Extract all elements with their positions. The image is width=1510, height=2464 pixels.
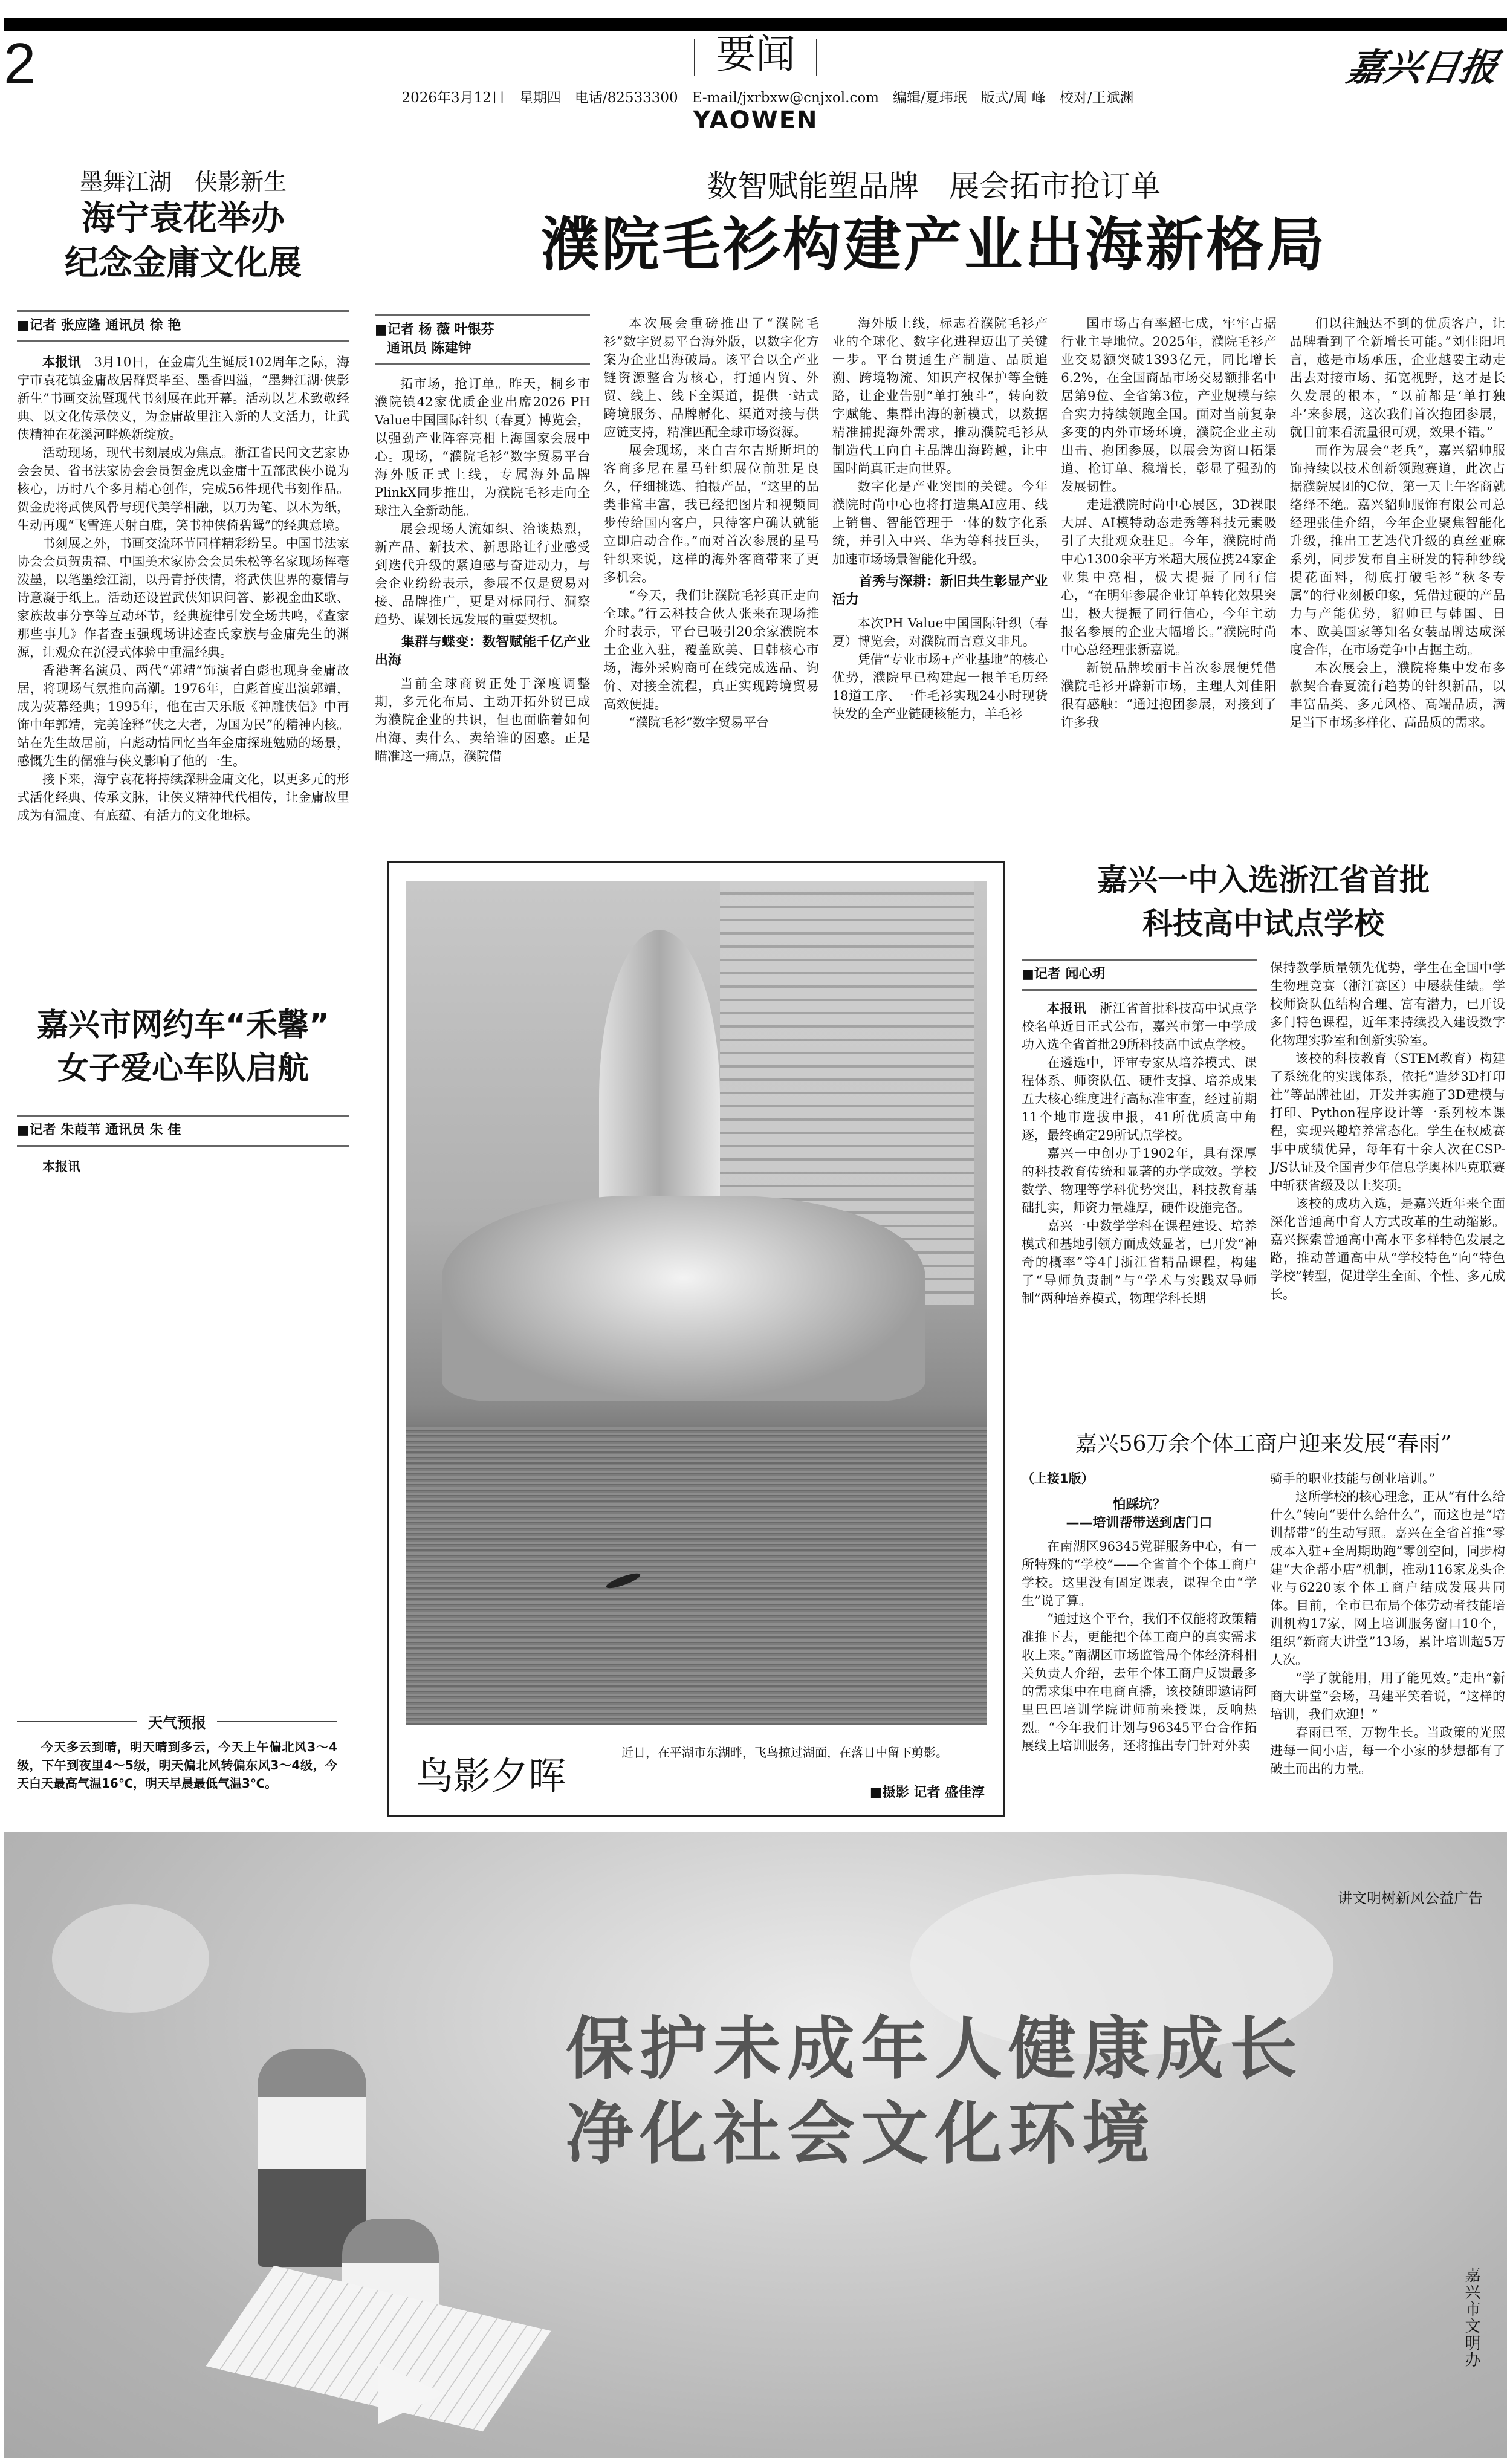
section-title [665,31,846,76]
article-columns [375,314,1505,765]
rule [217,1721,337,1722]
paragraph: 书刻展之外，书画交流环节同样精彩纷呈。中国书法家协会会员贺贵福、中国美术家协会会员朱松等名家现场挥毫泼墨，以笔墨绘江湖，以丹青抒侠情，将武侠世界的豪情与诗意凝于纸上。活动还设置武侠知识问答、影视金曲K歌、家族故事分享等互动环节，经典旋律引发全场共鸣，《查家那些事儿》作者查玉强现场讲述查氏家族与金庸先生的渊源，让观众在沉浸式体验中重温经典。 [17,536,349,660]
paragraph: 春雨已至，万物生长。当政策的光照进每一间小店，每一个小家的梦想都有了破土而出的力量。 [1270,1725,1505,1776]
column-1 [1022,959,1257,1308]
weather-text: 今天多云到晴，明天晴到多云，今天上午偏北风3～4级，下午到夜里4～5级，明天偏北风转偏东风3～4级，今天白天最高气温16℃，明天早晨最低气温3℃。 [17,1740,337,1791]
paragraph [17,353,349,444]
paragraph: 而作为展会“老兵”，嘉兴貂帅服饰持续以技术创新领跑赛道，此次占据濮院展团的C位，第一天上午客商就络绎不绝。嘉兴貂帅服饰有限公司总经理张佳介绍，今年企业聚焦智能化升级，推出工艺迭代升级的真丝亚麻系列，同步发布自主研发的特种纱线提花面料，彻底打破毛衫“秋冬专属”的行业刻板印象，凭借过硬的产品力与产能优势，貂帅已与韩国、日本、欧美国家等知名女装品牌达成深度合作，在市场竞争中占据主动。 [1289,443,1506,657]
headline-line: 纪念金庸文化展 [65,244,302,283]
photo-feature [387,861,1005,1817]
paragraph: 在遴选中，评审专家从培养模式、课程体系、师资队伍、硬件支撑、培养成果五大核心维度进行高标准审查，经过前期11个地市选拔申报，41所优质高中角逐，最终确定29所试点学校。 [1022,1055,1257,1143]
ad-tag: 讲文明树新风公益广告 [1338,1890,1483,1907]
paragraph: “濮院毛衫”数字贸易平台 [629,715,769,730]
paragraph [1022,999,1257,1054]
paragraph: 本次PH Value中国国际针织（春夏）博览会，对濮院而言意义非凡。 [832,616,1048,649]
rule [17,1721,137,1722]
subhead: ——培训帮带送到店门口 [1066,1516,1213,1531]
photo-caption: 近日，在平湖市东湖畔，飞鸟掠过湖面，在落日中留下剪影。 [621,1745,948,1760]
paragraph: “今天，我们让濮院毛衫真正走向全球。”行云科技合伙人张来在现场推介时表示，平台已吸引20余家濮院本土企业入驻，覆盖欧美、日韩核心市场，海外采购商可在线完成选品、询价、对接全流程，真正实现跨境贸易高效便捷。 [603,588,819,712]
column-1 [375,314,590,765]
paragraph: 该校的科技教育（STEM教育）构建了系统化的实践体系，依托“造梦3D打印社”等品牌社团，开发并实施了3D建模与打印、Python程序设计等一系列校本课程，实现兴趣培养常态化。学生在权威赛事中成绩优异，每年有十余人次在CSP-J/S认证及全国青少年信息学奥林匹克联赛中斩获省级及以上奖项。 [1270,1051,1505,1193]
article-business [1022,1427,1505,1778]
paragraph [17,1158,349,1176]
photo-credit: ■摄影 记者 盛佳淳 [869,1785,985,1800]
article-kicker: 数智赋能塑品牌 展会拓市抢订单 [707,169,1161,204]
article-headline [17,1003,349,1091]
page-number: 2 [4,31,36,96]
headline-line: 海宁袁花举办 [82,199,285,238]
paragraph: “学了就能用，用了能见效。”走出“新商大讲堂”会场，马建平笑着说，“这样的培训，我们欢迎！” [1270,1671,1505,1722]
paragraph: 海外版上线，标志着濮院毛衫产业的全球化、数字化进程迈出了关键一步。平台贯通生产制造、品质追溯、跨境物流、知识产权保护等全链路，让企业告别“单打独斗”，转向数字赋能、集群出海的新模式，以数据精准捕捉海外需求，推动濮院毛衫从制造代工向自主品牌出海跨越，让中国时尚真正走向世界。 [832,316,1048,476]
column-1 [1022,1470,1257,1778]
headline-line: 嘉兴市网约车“禾馨” [36,1007,330,1043]
paragraph: 当前全球商贸正处于深度调整期，多元化布局、主动开拓外贸已成为濮院企业的共识，但也面临着如何出海、卖什么、卖给谁的困惑。正是瞄准这一痛点，濮院借 [375,676,591,764]
weather-box [17,1711,337,1792]
column-text [375,375,590,765]
ad-slogan-line2: 净化社会文化环境 [566,2095,1156,2173]
paragraph: 走进濮院时尚中心展区，3D裸眼大屏、AI模特动态走秀等科技元素吸引了大批观众驻足。今年，濮院时尚中心1300余平方米超大展位携24家企业集中亮相，极大提振了同行信心，“在明年参展企业订单转化效果突出，极大提振了同行信心，今年主动报名参展的企业大幅增长。”濮院时尚中心总经理张新嘉说。 [1061,498,1277,657]
weather-heading: 天气预报 [148,1714,206,1731]
paragraph: 香港著名演员、两代“郭靖”饰演者白彪也现身金庸故居，将现场气氛推向高潮。1976年，白彪首度出演郭靖，成为荧幕经典；1995年，他在古天乐版《神雕侠侣》中再饰中年郭靖，完美诠释“侠之大者，为国为民”的精神内核。站在先生故居前，白彪动情回忆当年金庸探班勉励的场景，感慨先生的儒雅与侠义影响了他的一生。 [17,663,349,768]
subhead: 集群与蝶变：数智赋能千亿产业出海 [375,634,591,668]
column-5 [1290,314,1505,765]
paragraph: 们以往触达不到的优质客户，让品牌看到了全新增长可能。”刘佳阳坦言，越是市场承压，企业越要主动走出去对接市场、拓宽视野，这才是长久发展的根本，“以前都是‘单打独斗’来参展，这次我们首次抱团参展，就目前来看流量很可观，效果不错。” [1289,316,1506,439]
paragraph: 这所学校的核心理念，正从“有什么给什么”转向“要什么给什么”，而这也是“培训帮带”的生动写照。嘉兴在全省首推“零成本入驻+全周期助跑”零创空间，同步构建“大企帮小店”机制，推动116家龙头企业与6220家个体工商户结成发展共同体。目前，全市已布局个体劳动者技能培训机构17家，网上培训服务窗口10个，组织“新商大讲堂”13场，累计培训超5万人次。 [1270,1490,1505,1667]
divider [694,39,695,76]
article-wool-body [375,314,1505,765]
article-headline: 嘉兴56万余个体工商户迎来发展“春雨” [1075,1431,1452,1456]
subhead: 怕踩坑？ [1112,1497,1166,1512]
article-columns [1022,959,1505,1308]
photo-image [406,881,987,1725]
column-text [1022,999,1257,1308]
byline: ■记者 张应隆 通讯员 徐 艳 [17,310,349,342]
article-car-team [17,1003,349,1176]
issue-meta: 2026年3月12日 星期四 电话/82533300 E-mail/jxrbxw@cnjxol.com 编辑/夏玮珉 版式/周 峰 校对/王斌渊 [401,90,1134,106]
article-wool-header [363,162,1505,284]
divider [816,39,817,76]
lead-label: 本报讯 [42,1159,80,1174]
paragraph: 展会现场，来自吉尔吉斯斯坦的客商多尼在星马针织展位前驻足良久，仔细挑选、拍摄产品，“这里的品类非常丰富，我已经把图片和视频同步传给国内客户，只待客户确认就能立即启动合作。”而对首次参展的星马针织来说，这样的海外客商带来了更多机会。 [603,443,819,585]
paragraph: 数字化是产业突围的关键。今年濮院时尚中心也将打造集AI应用、线上销售、智能管理于一体的数字化系统，并引入中兴、华为等科技巨头，加速市场场景智能化升级。 [832,479,1048,566]
article-headline: 濮院毛衫构建产业出海新格局 [541,211,1327,279]
section-label: 要闻 [716,31,796,76]
article-school [1022,858,1505,1308]
headline-line: 科技高中试点学校 [1142,906,1384,941]
ad-slogan-line1: 保护未成年人健康成长 [566,2010,1303,2089]
photo-title: 鸟影夕晖 [416,1754,566,1798]
paragraph-text: 浙江省首批科技高中试点学校名单近日正式公布，嘉兴市第一中学成功入选全省首批29所科技高中试点学校。 [1022,1000,1257,1052]
lake-water [406,1425,987,1725]
paragraph: 拓市场，抢订单。昨天，桐乡市濮院镇42家优质企业出席2026 PH Value中国国际针织（春夏）博览会，以强劲产业阵容亮相上海国家会展中心。现场，“濮院毛衫”数字贸易平台海外版正式上线，专属海外品牌PlinkX同步推出，为濮院毛衫走向全球注入全新动能。 [375,376,591,518]
byline: ■记者 闻心玥 [1022,959,1257,991]
column-2 [603,314,818,765]
ad-sponsor: 嘉兴市文明办 [1462,2267,1480,2368]
column-3 [832,314,1048,765]
column-2 [1270,959,1505,1308]
continued-label: （上接1版） [1022,1471,1094,1486]
paragraph: 保持教学质量领先优势，学生在全国中学生物理竞赛（浙江赛区）中屡获佳绩。学校师资队伍结构合理、富有潜力，已开设多门特色课程，近年来持续投入建设数字化物理实验室和创新实验室。 [1270,961,1505,1048]
article-kicker: 墨舞江湖 侠影新生 [79,169,287,195]
article-jinyong [17,163,349,825]
paragraph: 活动现场，现代书刻展成为焦点。浙江省民间文艺家协会会员、省书法家协会会员贺金虎以金庸十五部武侠小说为核心，历时八个多月精心创作，完成56件现代书刻作品。贺金虎将武侠风骨与现代美学相融，以刀为笔、以木为纸，生动再现“飞雪连天射白鹿，笑书神侠倚碧鸳”的经典意境。 [17,445,349,533]
article-headline [17,196,349,286]
cloud-icon [52,1904,209,2013]
article-body [17,353,349,825]
byline [375,314,590,365]
newspaper-logo: 嘉兴日报 [1343,45,1502,89]
weather-forecast [17,1738,337,1792]
paragraph: 展会现场人流如织、洽谈热烈，新产品、新技术、新思路让行业感受到迭代升级的紧迫感与奋进动力，与会企业纷纷表示，参展不仅是贸易对接、品牌推广，更是对标同行、洞察趋势、谋划长远发展的重要契机。 [375,521,591,627]
paper-plane-icon [378,2364,445,2424]
article-columns [1022,1470,1505,1778]
weather-title [17,1711,337,1732]
paragraph: 凭借“专业市场+产业基地”的核心优势，濮院早已构建起一根羊毛历经18道工序、一件毛衫实现24小时现货快发的全产业链硬核能力，羊毛衫 [832,652,1048,721]
lead-label: 本报讯 [42,354,82,369]
lead-label: 本报讯 [1047,1000,1087,1016]
headline-line: 嘉兴一中入选浙江省首批 [1097,863,1430,898]
paragraph: 该校的成功入选，是嘉兴近年来全面深化普通高中育人方式改革的生动缩影。嘉兴探索普通高中高水平多样特色发展之路，推动普通高中从“学校特色”向“特色学校”转型，促进学生全面、个性、多元成长。 [1270,1196,1505,1302]
byline-line: ■记者 杨 薇 叶银芬 [375,322,494,337]
paragraph: 本次展会重磅推出了“濮院毛衫”数字贸易平台海外版，以数字化方案为企业出海破局。该平台以全产业链资源整合为核心，打通内贸、外贸、线上、线下全渠道，提供一站式跨境服务、品牌孵化、渠道对接与供应链支持，精准匹配全球市场资源。 [603,316,819,439]
article-body [17,1158,349,1176]
column-4 [1061,314,1276,765]
paragraph: 国市场占有率超七成，牢牢占据行业主导地位。2025年，濮院毛衫产业交易额突破1393亿元，同比增长6.2%，在全国商品市场交易额排名中居第9位、全省第3位，产业规模与综合实力持续领跑全国。面对当前复杂多变的内外市场环境，濮院企业主动出击、抱团参展，以展会为窗口拓渠道、抢订单、稳增长，彰显了强劲的发展韧性。 [1061,316,1277,494]
byline: ■记者 朱葭苇 通讯员 朱 佳 [17,1115,349,1147]
top-rule [4,18,1507,31]
paragraph: 骑手的职业技能与创业培训。” [1270,1471,1436,1486]
section-pinyin: YAOWEN [693,106,818,134]
paragraph: “通过这个平台，我们不仅能将政策精准推下去，更能把个体工商户的真实需求收上来。”南湖区市场监管局个体经济科相关负责人介绍，去年个体工商户反馈最多的需求集中在电商直播，该校随即邀请阿里巴巴培训学院讲师前来授课，反响热烈。“今年我们计划与96345平台合作拓展线上培训服务，还将推出专门针对外卖 [1022,1612,1257,1753]
column-2 [1270,1470,1505,1778]
paragraph: 在南湖区96345党群服务中心，有一所特殊的“学校”——全省首个个体工商户学校。这里没有固定课表，课程全由“学生”说了算。 [1022,1539,1257,1608]
public-service-ad [4,1832,1507,2458]
subhead: 首秀与深耕：新旧共生彰显产业活力 [832,574,1048,608]
byline-line: 通讯员 陈建钟 [387,340,471,356]
headline-line: 女子爱心车队启航 [57,1051,309,1087]
paragraph: 接下来，海宁袁花将持续深耕金庸文化，以更多元的形式活化经典、传承文脉，让侠义精神代代相传，让金庸故里成为有温度、有底蕴、有活力的文化地标。 [17,771,349,823]
paragraph: 本次展会上，濮院将集中发布多款契合春夏流行趋势的针织新品，以丰富品类、多元风格、高端品质，满足当下市场多样化、高品质的需求。 [1289,661,1506,730]
lotus-building-icon [442,1196,925,1401]
paragraph: 新锐品牌埃丽卡首次参展便凭借濮院毛衫开辟新市场，主理人刘佳阳很有感触：“通过抱团参展，对接到了许多我 [1061,661,1277,730]
paragraph: 嘉兴一中创办于1902年，具有深厚的科技教育传统和显著的办学成效。学校数学、物理等学科优势突出，科技教育基础扎实，师资力量雄厚，硬件设施完备。 [1022,1146,1257,1215]
paragraph: 嘉兴一中数学学科在课程建设、培养模式和基地引领方面成效显著，已开发“神奇的概率”等4门浙江省精品课程，构建了“导师负责制”与“学术与实践双导师制”两种培养模式，物理学科长期 [1022,1218,1257,1306]
article-headline [1022,858,1505,945]
paragraph-text: 3月10日，在金庸先生诞辰102周年之际，海宁市袁花镇金庸故居群贤毕至、墨香四溢，“墨舞江湖·侠影新生”书画交流暨现代书刻展在此开幕。活动以艺术致敬经典、以文化传承侠义，为金庸故里注入新的人文活力，让武侠精神在花溪河畔焕新绽放。 [17,354,350,442]
